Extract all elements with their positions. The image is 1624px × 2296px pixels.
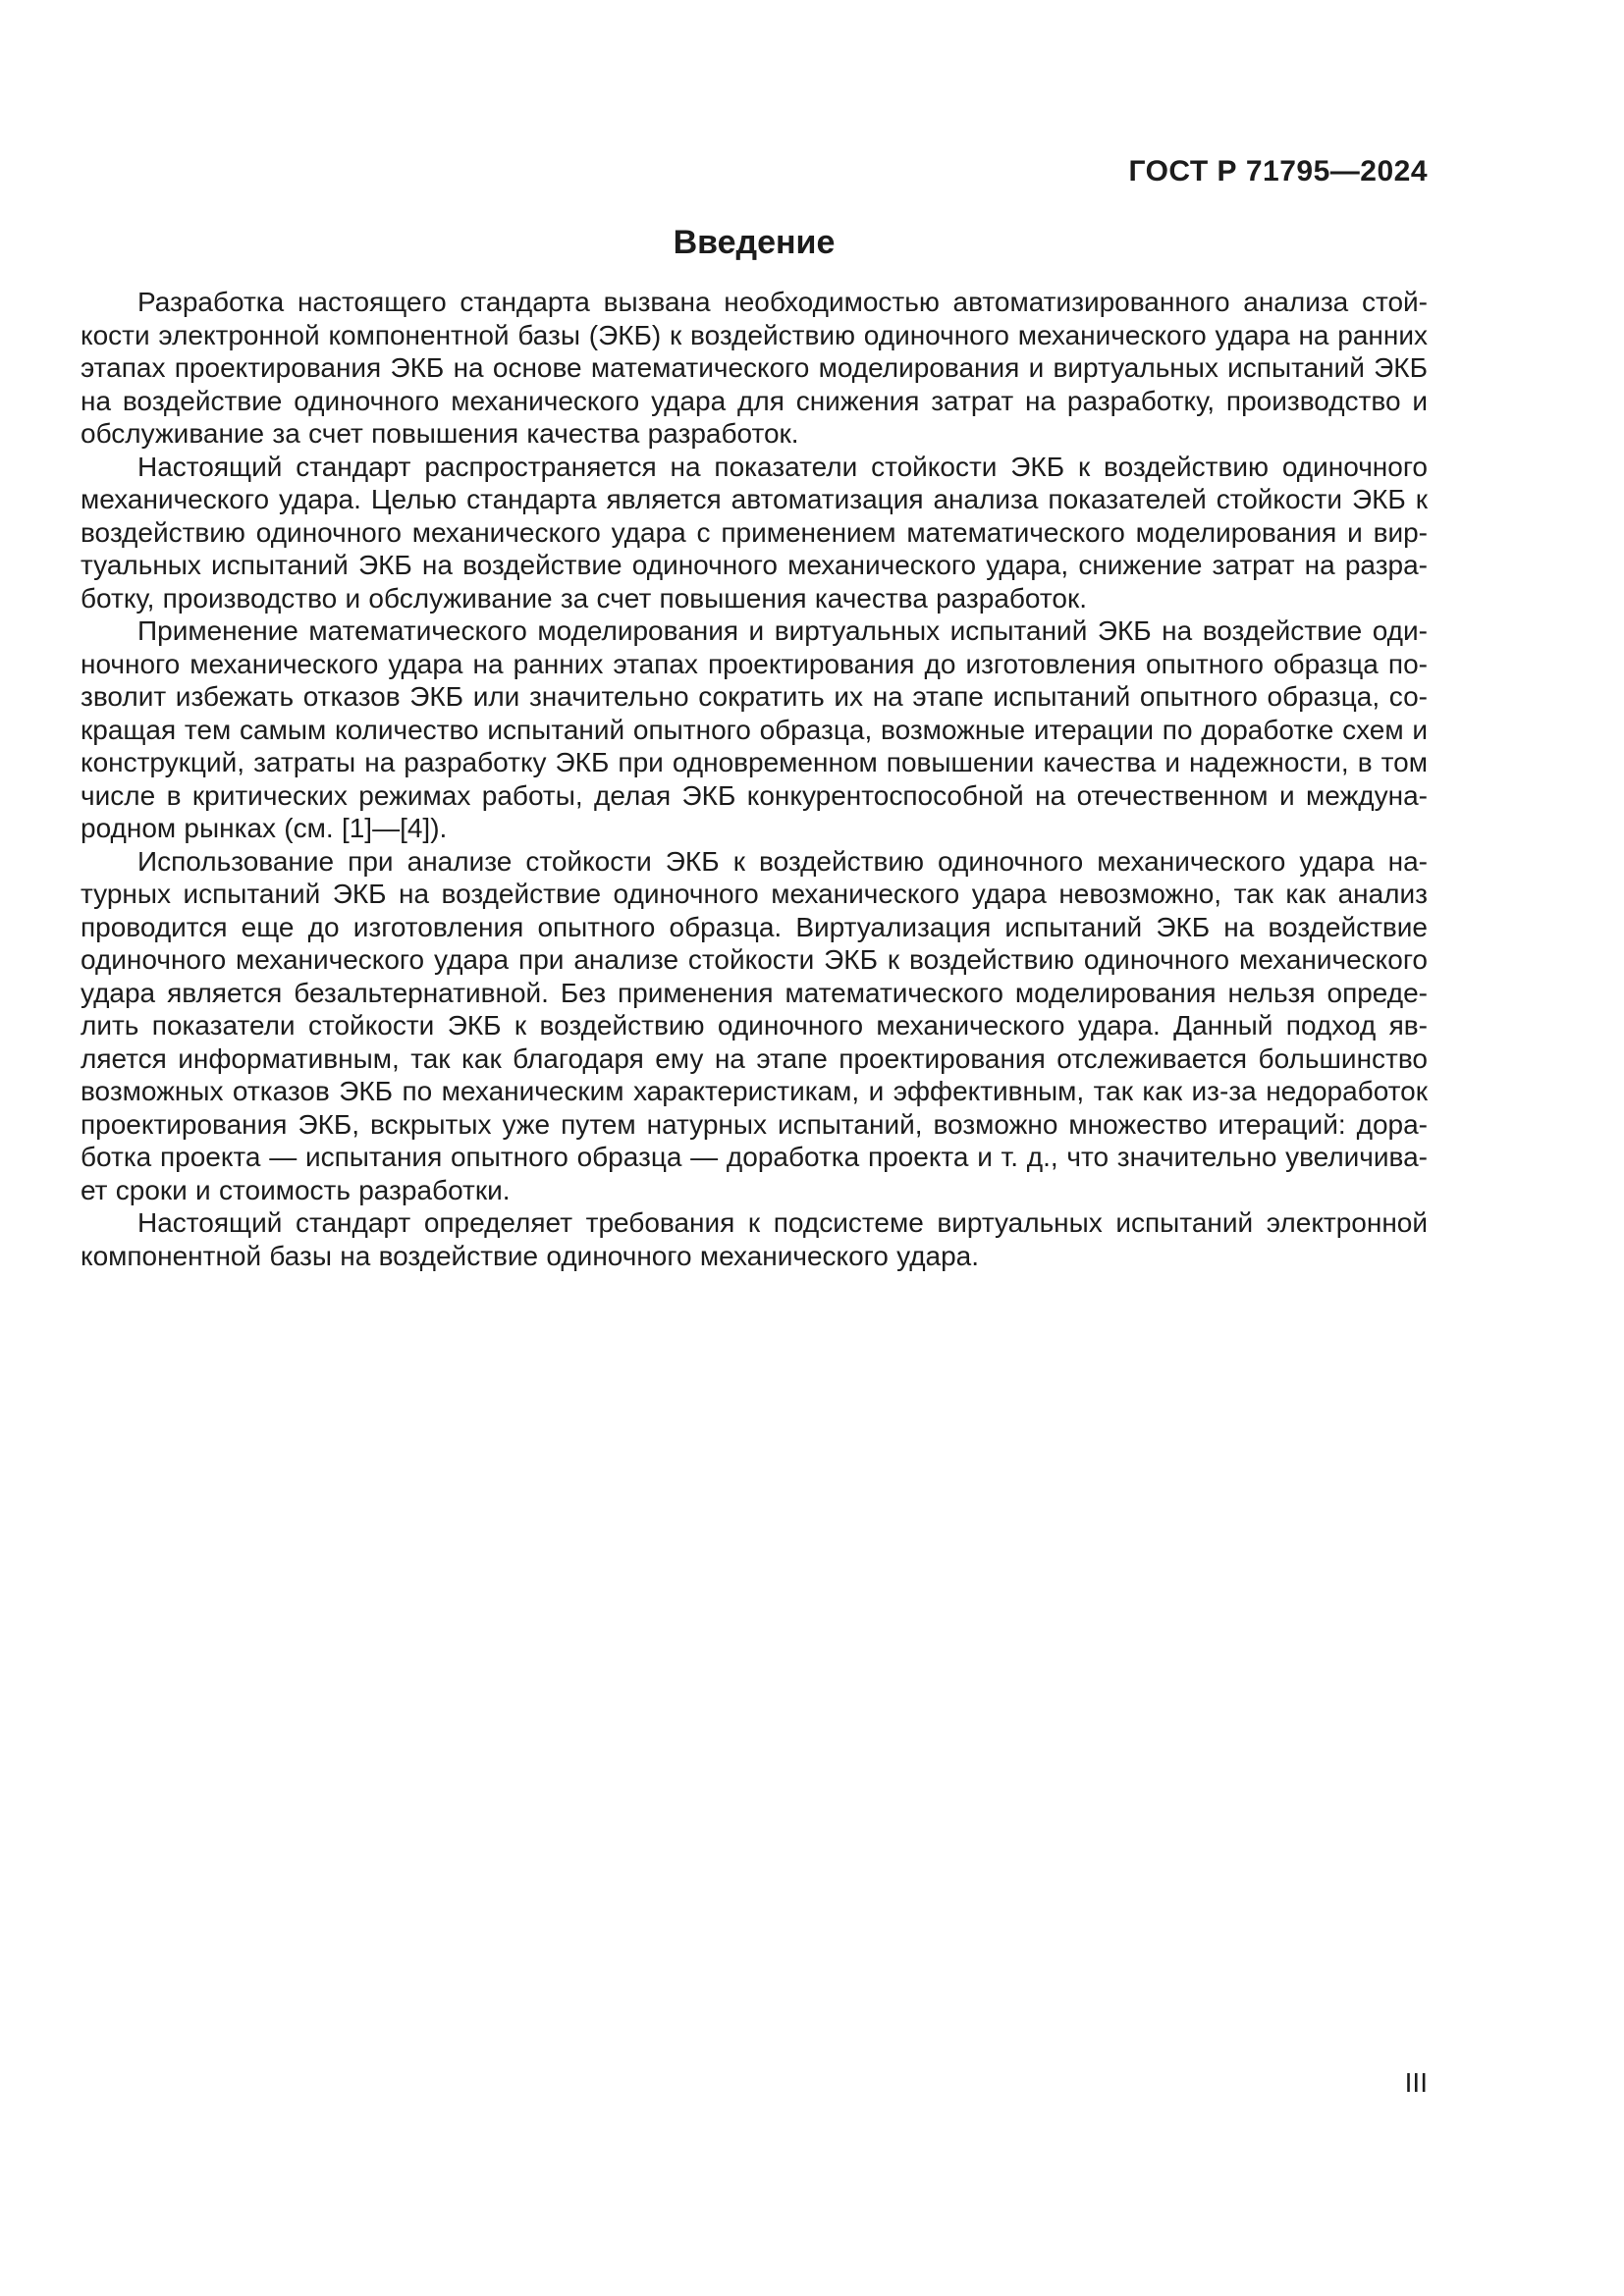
paragraph-5: Настоящий стандарт определяет требования к подсистеме виртуальных испытаний электронной компонентной базы на воздействие одиночного механического удара. [81, 1207, 1428, 1271]
page-number: III [1404, 2067, 1428, 2098]
paragraph-1: Разработка настоящего стандарта вызвана необходимостью автоматизированного анализа стойкости электронной компонентной базы (ЭКБ) к воздействию одиночного механического удара на ранних этапах проектирования ЭКБ на основе математического моделирования и виртуальных испытаний ЭКБ на воздействие одиночного механического удара для снижения затрат на разработку, производство и обслуживание за счет повышения качества разработок. [81, 287, 1428, 449]
section-body [81, 286, 1428, 1272]
paragraph-2: Настоящий стандарт распространяется на показатели стойкости ЭКБ к воздействию одиночного механического удара. Целью стандарта является автоматизация анализа показателей стойкости ЭКБ к воздействию одиночного механического удара с применением математического моделирования и виртуальных испытаний ЭКБ на воздействие одиночного механического удара, снижение затрат на разработку, производство и обслуживание за счет повышения качества разработок. [81, 451, 1428, 614]
document-code: ГОСТ Р 71795—2024 [1128, 155, 1428, 187]
paragraph-3: Применение математического моделирования и виртуальных испытаний ЭКБ на воздействие одиночного механического удара на ранних этапах проектирования до изготовления опытного образца позволит избежать отказов ЭКБ или значительно сократить их на этапе испытаний опытного образца, сокращая тем самым количество испытаний опытного образца, возможные итерации по доработке схем и конструкций, затраты на разработку ЭКБ при одновременном повышении качества и надежности, в том числе в критических режимах работы, делая ЭКБ конкурентоспособной на отечественном и международном рынках (см. [1]—[4]). [81, 615, 1428, 843]
section-title: Введение [673, 224, 836, 261]
paragraph-4: Использование при анализе стойкости ЭКБ к воздействию одиночного механического удара натурных испытаний ЭКБ на воздействие одиночного механического удара невозможно, так как анализ проводится еще до изготовления опытного образца. Виртуализация испытаний ЭКБ на воздействие одиночного механического удара при анализе стойкости ЭКБ к воздействию одиночного механического удара является безальтернативной. Без применения математического моделирования нельзя определить показатели стойкости ЭКБ к воздействию одиночного механического удара. Данный подход является информативным, так как благодаря ему на этапе проектирования отслеживается большинство возможных отказов ЭКБ по механическим характеристикам, и эффективным, так как из-за недоработок проектирования ЭКБ, вскрытых уже путем натурных испытаний, возможно множество итераций: доработка проекта — испытания опытного образца — доработка проекта и т. д., что значительно увеличивает сроки и стоимость разработки. [81, 845, 1428, 1205]
